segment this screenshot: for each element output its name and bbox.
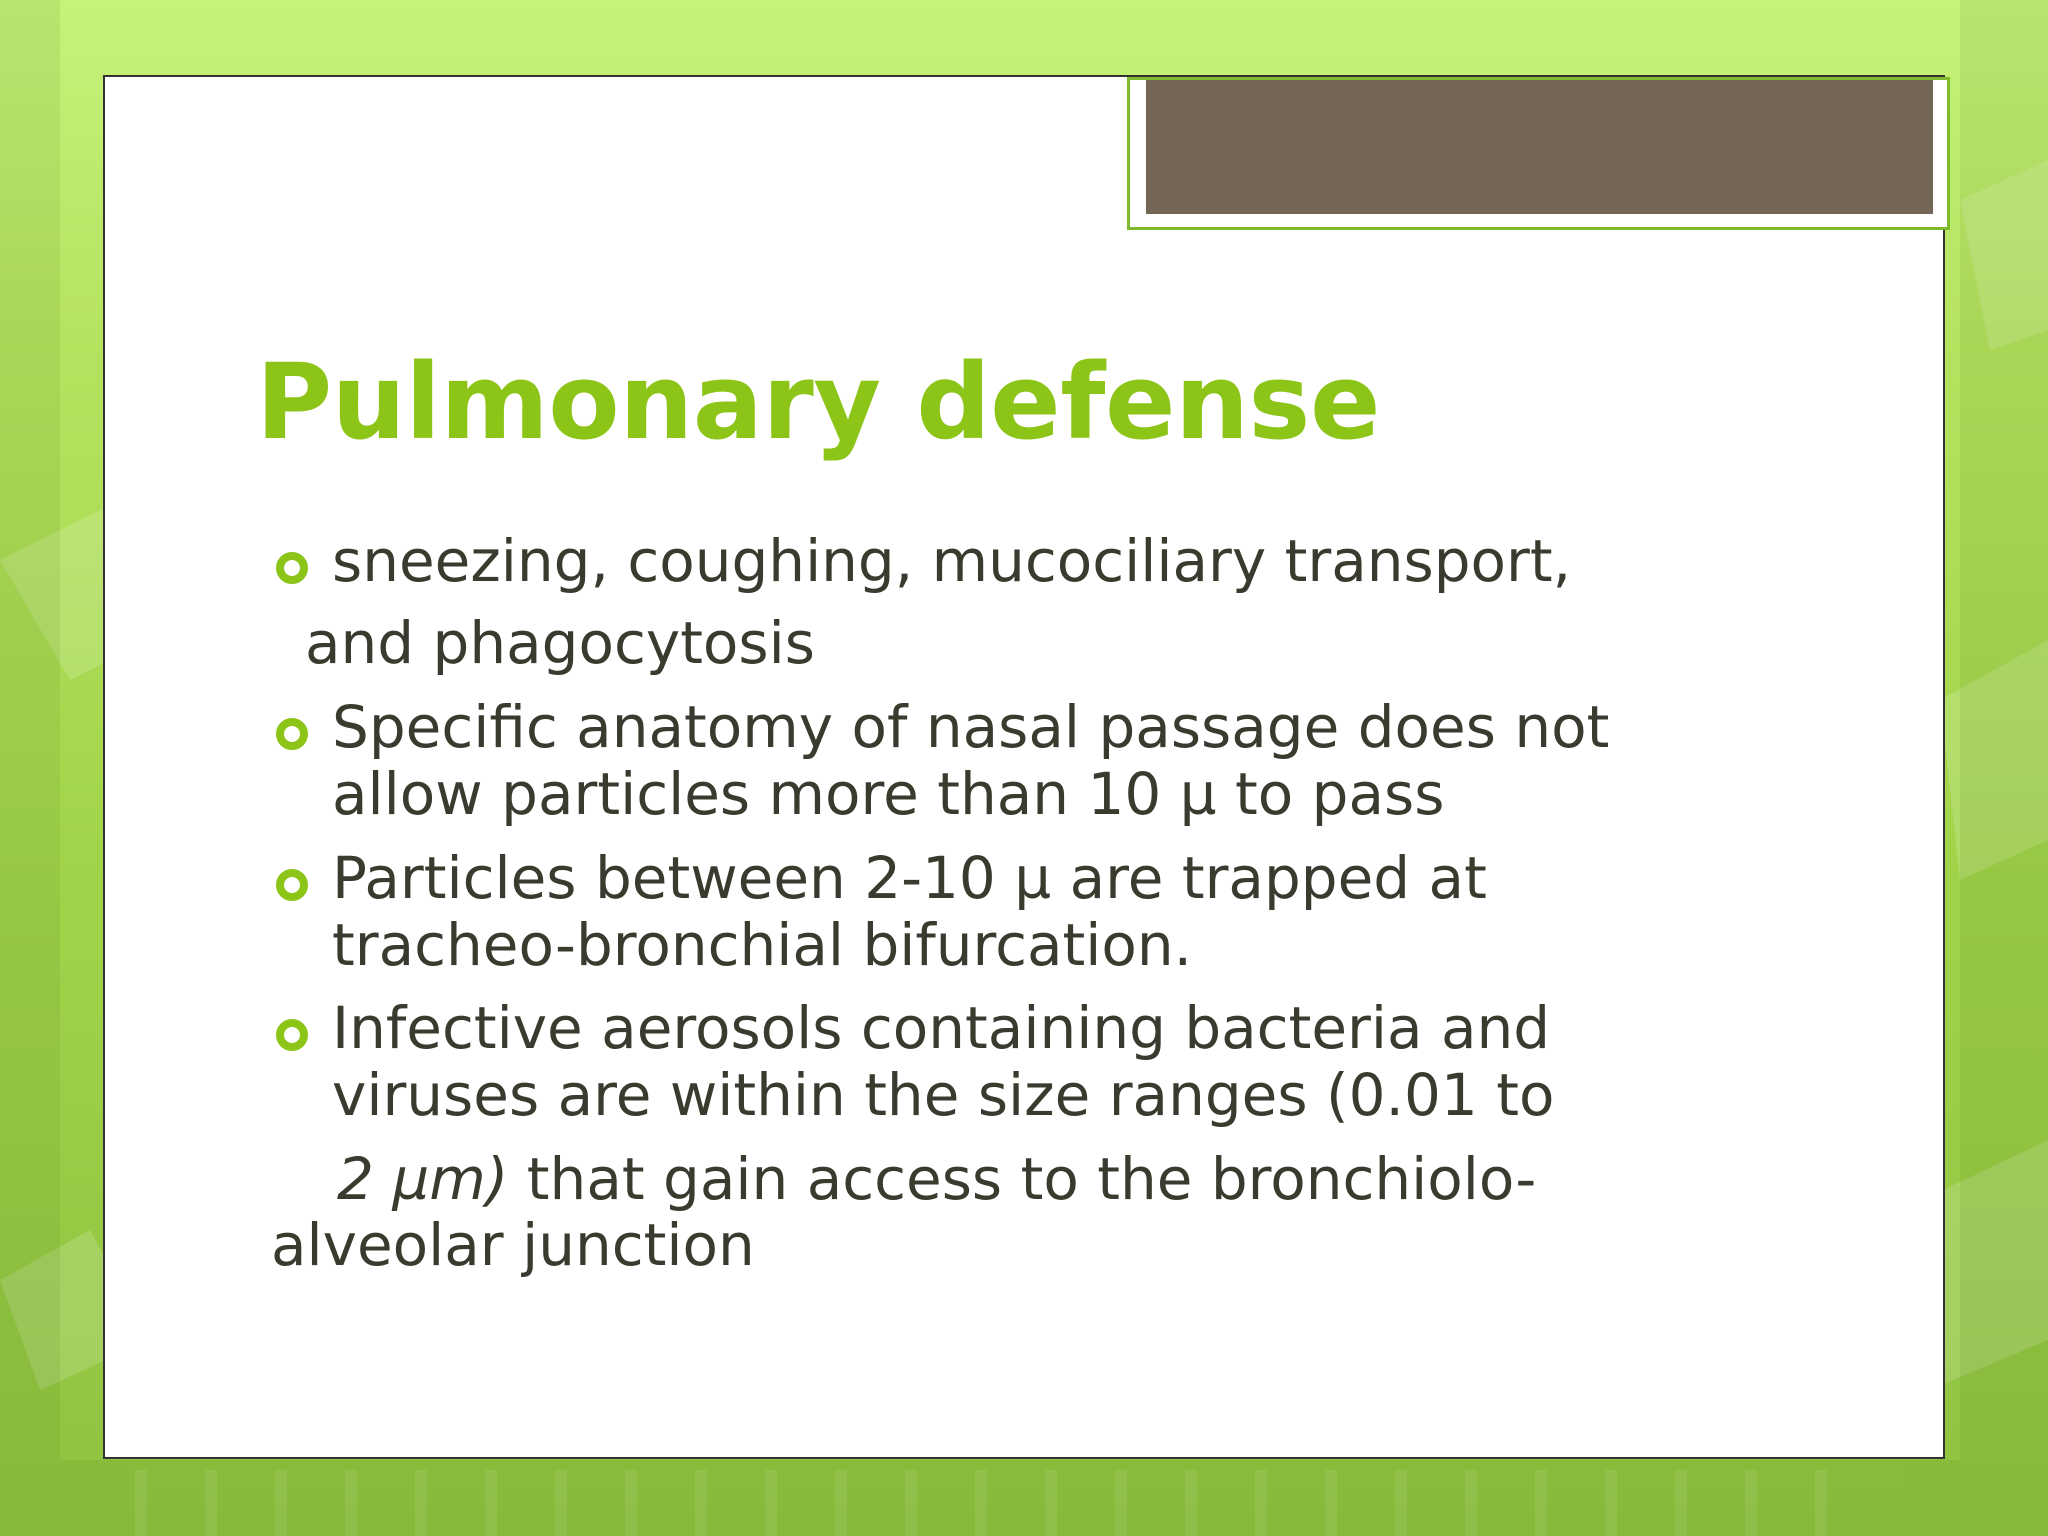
bullet-4-line-2: viruses are within the size ranges (0.01 to	[332, 1061, 1555, 1129]
bullet-2-line-2: allow particles more than 10 µ to pass	[332, 760, 1445, 828]
bullet-4-line-3-italic: 2 µm)	[337, 1145, 509, 1213]
bullet-4-line-1: Infective aerosols containing bacteria and	[332, 994, 1551, 1062]
bullet-icon	[276, 552, 308, 584]
bullet-4-line-3-rest: that gain access to the bronchiolo-	[508, 1145, 1537, 1213]
bullet-icon	[276, 1019, 308, 1051]
bullet-1-line-1: sneezing, coughing, mucociliary transport,	[332, 527, 1572, 595]
bullet-2-line-1: Specific anatomy of nasal passage does not	[332, 693, 1610, 761]
bullet-4-line-4: alveolar junction	[271, 1211, 755, 1279]
bullet-icon	[276, 869, 308, 901]
bullet-3-line-1: Particles between 2-10 µ are trapped at	[332, 844, 1487, 912]
bullet-3-line-2: tracheo-bronchial bifurcation.	[332, 911, 1193, 979]
top-accent-frame	[1127, 77, 1950, 230]
slide-title: Pulmonary defense	[256, 341, 1380, 463]
top-accent-box	[1146, 80, 1933, 214]
bullet-4-line-3	[337, 1145, 1537, 1213]
bullet-1-line-2: and phagocytosis	[305, 609, 815, 677]
bullet-icon	[276, 718, 308, 750]
